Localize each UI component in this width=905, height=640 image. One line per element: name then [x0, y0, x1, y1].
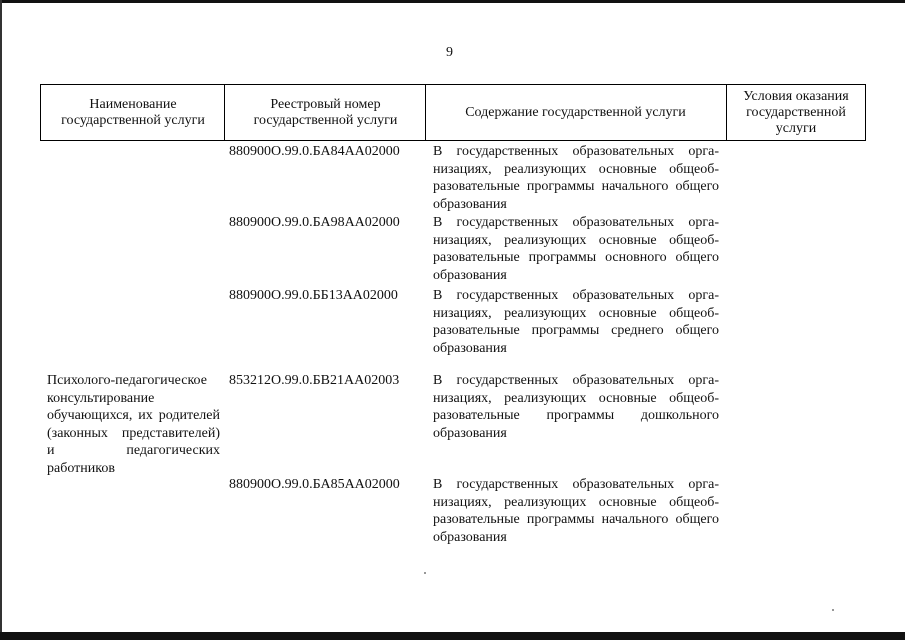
header-service-name: Наименование государственной услуги	[61, 96, 205, 128]
scan-edge-top	[0, 0, 905, 3]
service-name-psychological-consulting: Психолого-педагогическое консультирование обучающихся, их родителей (законных представителей) и педагогических работников	[47, 373, 220, 476]
registry-code: 853212О.99.0.БВ21АА02003	[229, 373, 400, 388]
header-service-conditions: Условия оказания государственной услуги	[743, 88, 849, 136]
service-content: В государственных образовательных организациях, реализующих основные общеобразовательные программы дошкольного образования	[433, 373, 719, 441]
scan-edge-left	[0, 0, 2, 640]
header-divider-1	[224, 84, 225, 141]
service-content: В государственных образовательных организациях, реализующих основные общеобразовательные программы основного общего образования	[433, 215, 719, 283]
header-registry-number: Реестровый номер государственной услуги	[253, 96, 398, 128]
registry-code: 880900О.99.0.ББ13АА02000	[229, 288, 398, 303]
service-content: В государственных образовательных организациях, реализующих основные общеобразовательные программы среднего общего образования	[433, 288, 719, 356]
service-content: В государственных образовательных организациях, реализующих основные общеобразовательные программы начального общего образования	[433, 477, 719, 545]
header-divider-3	[726, 84, 727, 141]
registry-code: 880900О.99.0.БА84АА02000	[229, 144, 400, 159]
header-service-content: Содержание государственной услуги	[465, 104, 686, 120]
scan-speck	[832, 609, 834, 611]
header-divider-2	[425, 84, 426, 141]
registry-code: 880900О.99.0.БА98АА02000	[229, 215, 400, 230]
scan-edge-bottom	[0, 632, 905, 640]
service-content: В государственных образовательных организациях, реализующих основные общеобразовательные программы начального общего образования	[433, 144, 719, 212]
scan-speck	[424, 572, 426, 574]
registry-code: 880900О.99.0.БА85АА02000	[229, 477, 400, 492]
page-number: 9	[446, 45, 453, 60]
